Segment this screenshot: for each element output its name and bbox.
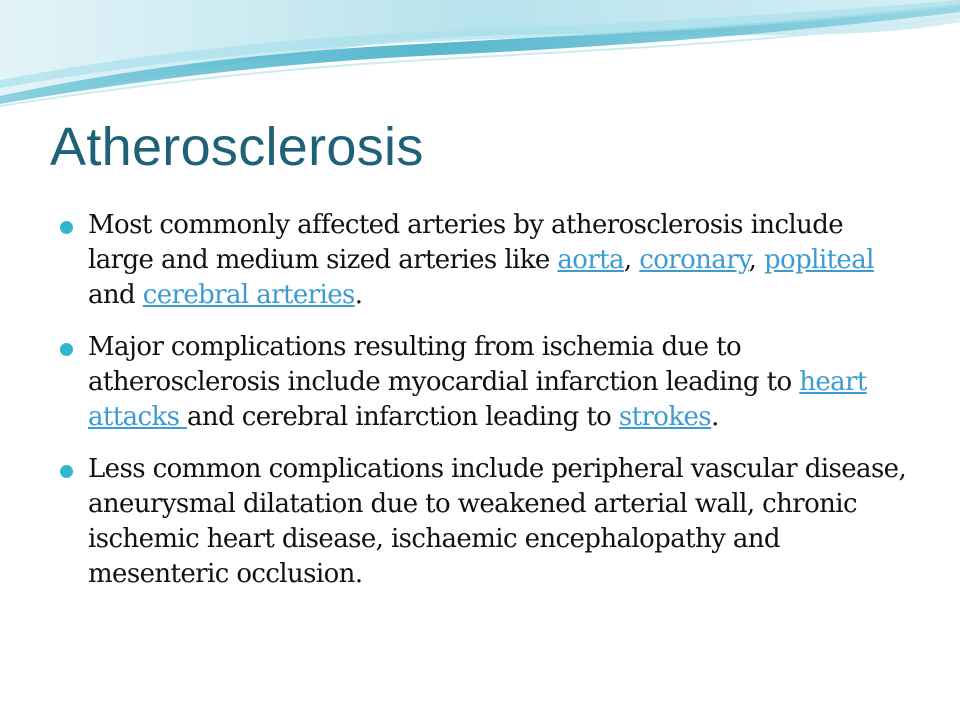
- slide-title: Atherosclerosis: [50, 117, 424, 177]
- bullet-dot-icon: [60, 465, 73, 478]
- hyperlink-cerebral-arteries[interactable]: cerebral arteries: [142, 280, 355, 310]
- bullet-text: ,: [748, 245, 765, 275]
- bullet-text: .: [354, 280, 363, 310]
- hyperlink-popliteal[interactable]: popliteal: [764, 245, 874, 275]
- bullet-text: and: [88, 280, 143, 310]
- hyperlink-heart-attacks[interactable]: heart attacks: [88, 367, 867, 432]
- bullet-item: [60, 208, 910, 313]
- bullet-dot-icon: [60, 343, 73, 356]
- bullet-text: Less common complications include peripheral vascular disease, aneurysmal dilatation due to weakened arterial wall, chronic ischemic heart disease, ischaemic encephalopathy and mesenteric occlusion.: [88, 454, 907, 589]
- bullet-text: ,: [623, 245, 640, 275]
- bullet-list: [60, 208, 910, 609]
- bullet-text: .: [711, 402, 719, 432]
- bullet-dot-icon: [60, 221, 73, 234]
- hyperlink-strokes[interactable]: strokes: [618, 402, 712, 432]
- hyperlink-aorta[interactable]: aorta: [557, 245, 624, 275]
- bullet-text: and cerebral infarction leading to: [187, 402, 619, 432]
- bullet-item: [60, 452, 910, 592]
- bullet-text: Most commonly affected arteries by atherosclerosis include large and medium sized arteries like: [88, 210, 844, 275]
- bullet-text: Major complications resulting from ischemia due to atherosclerosis include myocardial infarction leading to: [88, 332, 800, 397]
- bullet-item: [60, 330, 910, 435]
- hyperlink-coronary[interactable]: coronary: [639, 245, 749, 275]
- header-wave-decoration: [0, 0, 960, 130]
